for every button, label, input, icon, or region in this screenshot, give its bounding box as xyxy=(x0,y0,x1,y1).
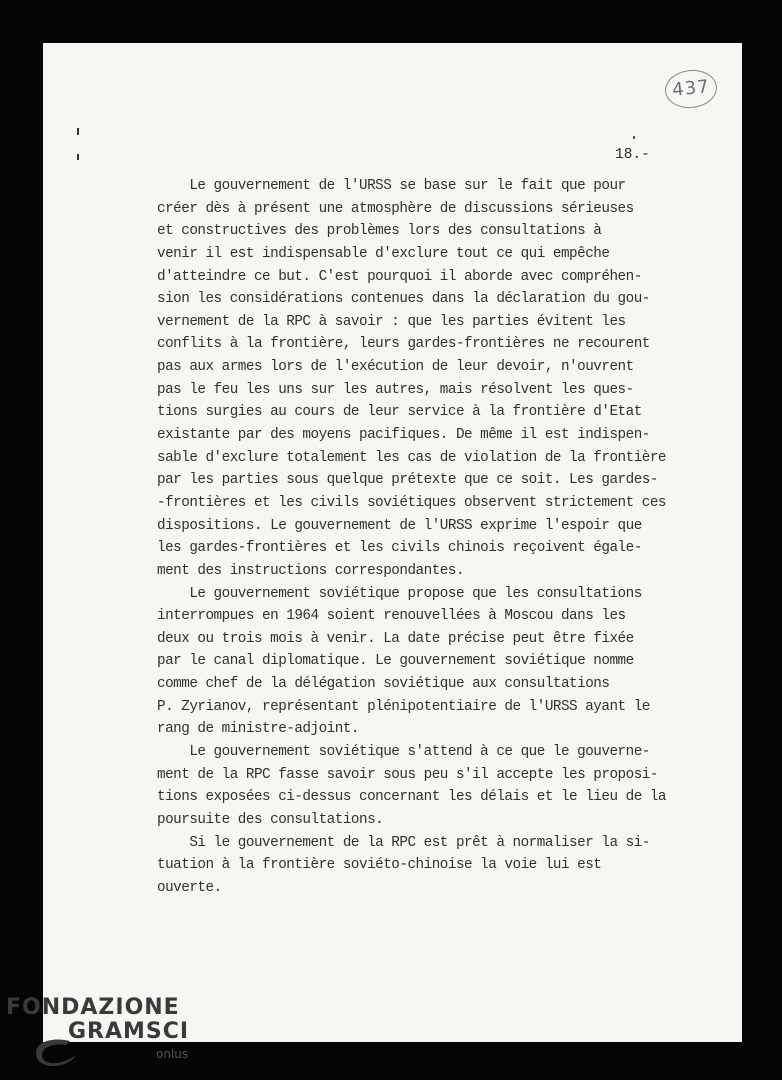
body-text xyxy=(157,175,717,900)
text-line: P. Zyrianov, représentant plénipotentiaire de l'URSS ayant le xyxy=(157,698,650,715)
page-number: 18.- xyxy=(615,147,650,163)
text-line: deux ou trois mois à venir. La date précise peut être fixée xyxy=(157,630,634,647)
logo-swoosh-icon xyxy=(30,1033,90,1073)
text-line: rang de ministre-adjoint. xyxy=(157,721,359,738)
text-line: Le gouvernement soviétique s'attend à ce que le gouverne- xyxy=(157,744,650,761)
text-line: venir il est indispensable d'exclure tout ce qui empêche xyxy=(157,245,610,262)
text-line: créer dès à présent une atmosphère de discussions sérieuses xyxy=(157,200,634,217)
text-line: comme chef de la délégation soviétique aux consultations xyxy=(157,676,610,693)
text-line: pas aux armes lors de l'exécution de leur devoir, n'ouvrent xyxy=(157,359,634,376)
text-line: ment de la RPC fasse savoir sous peu s'il accepte les proposi- xyxy=(157,766,658,783)
text-line: par les parties sous quelque prétexte que ce soit. Les gardes- xyxy=(157,472,658,489)
text-line: sable d'exclure totalement les cas de violation de la frontière xyxy=(157,449,667,466)
text-line: tions surgies au cours de leur service à la frontière d'Etat xyxy=(157,404,642,421)
text-line: sion les considérations contenues dans la déclaration du gou- xyxy=(157,291,650,308)
fondazione-gramsci-logo xyxy=(6,995,206,1075)
text-line: Le gouvernement de l'URSS se base sur le fait que pour xyxy=(157,178,626,194)
logo-line-1: FONDAZIONE xyxy=(6,995,180,1020)
text-line: interrompues en 1964 soient renouvellées à Moscou dans les xyxy=(157,608,626,625)
text-line: Si le gouvernement de la RPC est prêt à normaliser la si- xyxy=(157,834,650,851)
document-page xyxy=(43,43,742,1042)
text-line: -frontières et les civils soviétiques observent strictement ces xyxy=(157,494,667,511)
text-line: ment des instructions correspondantes. xyxy=(157,562,465,579)
text-line: Le gouvernement soviétique propose que les consultations xyxy=(157,585,642,602)
text-line: vernement de la RPC à savoir : que les parties évitent les xyxy=(157,313,626,330)
margin-mark xyxy=(77,154,79,160)
text-line: tuation à la frontière soviéto-chinoise la voie lui est xyxy=(157,857,602,874)
text-line: pas le feu les uns sur les autres, mais résolvent les ques- xyxy=(157,381,634,398)
logo-line-2: GRAMSCI xyxy=(68,1019,190,1044)
text-line: tions exposées ci-dessus concernant les délais et le lieu de la xyxy=(157,789,667,806)
paper-speck xyxy=(633,136,635,139)
text-line: existante par des moyens pacifiques. De même il est indispen- xyxy=(157,427,650,444)
text-line: ouverte. xyxy=(157,879,222,896)
text-line: dispositions. Le gouvernement de l'URSS exprime l'espoir que xyxy=(157,517,642,534)
archive-stamp: 437 xyxy=(663,67,719,110)
text-line: les gardes-frontières et les civils chinois reçoivent égale- xyxy=(157,540,642,557)
text-line: et constructives des problèmes lors des consultations à xyxy=(157,223,602,240)
text-line: conflits à la frontière, leurs gardes-frontières ne recourent xyxy=(157,336,650,353)
margin-mark xyxy=(77,128,79,135)
logo-line-3: onlus xyxy=(156,1047,189,1061)
text-line: par le canal diplomatique. Le gouvernement soviétique nomme xyxy=(157,653,634,670)
text-line: poursuite des consultations. xyxy=(157,811,384,828)
text-line: d'atteindre ce but. C'est pourquoi il aborde avec compréhen- xyxy=(157,268,642,285)
